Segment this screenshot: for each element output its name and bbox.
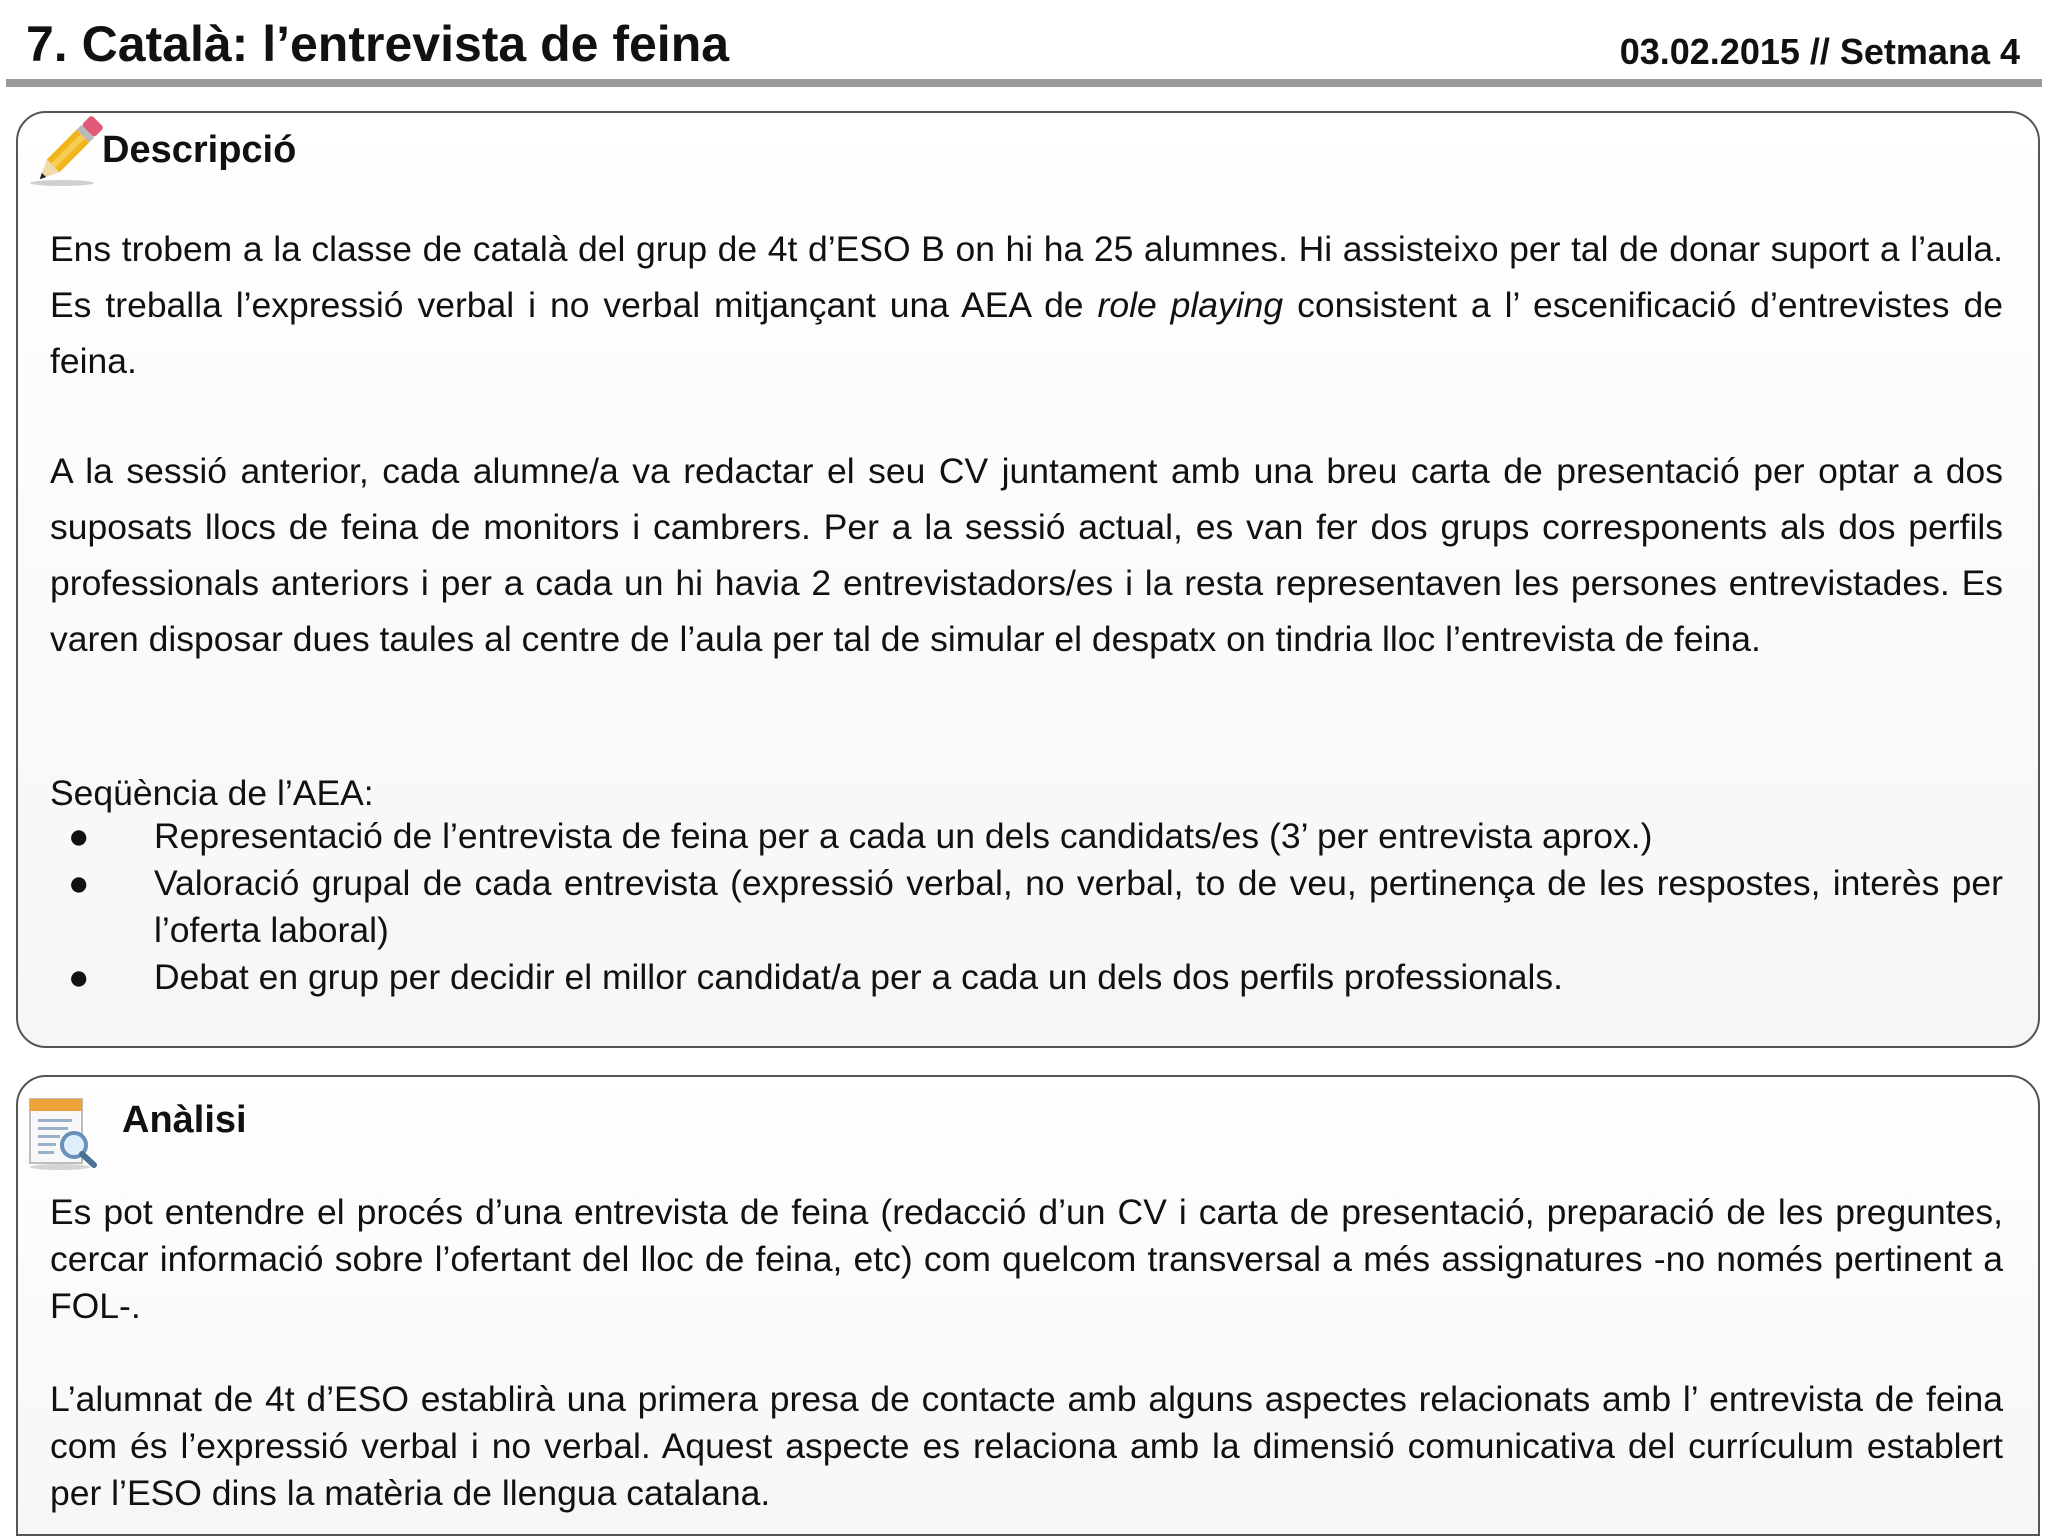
pencil-icon (28, 113, 108, 194)
bullet-icon: ● (68, 816, 90, 856)
list-item: ● Representació de l’entrevista de feina per a cada un dels candidats/es (3’ per entrevista aprox.) (50, 813, 2003, 860)
list-item: ● Valoració grupal de cada entrevista (expressió verbal, no verbal, to de veu, pertinença de les respostes, interès per l’oferta laboral) (50, 860, 2003, 954)
header-divider (6, 79, 2042, 87)
session-date: 03.02.2015 // Setmana 4 (1619, 31, 2020, 72)
sequence-list (50, 813, 2003, 1001)
description-panel (16, 111, 2040, 1048)
analysis-panel (16, 1075, 2040, 1536)
analysis-paragraph-2: L’alumnat de 4t d’ESO establirà una primera presa de contacte amb alguns aspectes relacionats amb l’ entrevista de feina com és l’expressió verbal i no verbal. Aquest aspecte es relaciona amb la dimensió comunicativa del currículum establert per l’ESO dins la matèria de llengua catalana. (50, 1379, 2003, 1513)
analysis-paragraph-1: Es pot entendre el procés d’una entrevista de feina (redacció d’un CV i carta de presentació, preparació de les preguntes, cercar informació sobre l’ofertant del lloc de feina, etc) com quelcom transversal a més assignatures -no només pertinent a FOL-. (50, 1192, 2003, 1326)
description-paragraph-1: Ens trobem a la classe de català del grup de 4t d’ESO B on hi ha 25 alumnes. Hi assisteixo per tal de donar suport a l’aula. Es treballa l’expressió verbal i no verbal mitjançant una AEA de role playing consistent a l’ escenificació d’entrevistes de feina. (50, 229, 2003, 381)
bullet-icon: ● (68, 957, 90, 997)
description-paragraph-2: A la sessió anterior, cada alumne/a va redactar el seu CV juntament amb una breu carta de presentació per optar a dos suposats llocs de feina de monitors i cambrers. Per a la sessió actual, es van fer dos grups corresponents als dos perfils professionals anteriors i per a cada un hi havia 2 entrevistadors/es i la resta representaven les persones entrevistades. Es varen disposar dues taules al centre de l’aula per tal de simular el despatx on tindria lloc l’entrevista de feina. (50, 451, 2003, 659)
document-magnifier-icon (24, 1091, 100, 1176)
bullet-icon: ● (68, 863, 90, 903)
list-item: ● Debat en grup per decidir el millor candidat/a per a cada un dels dos perfils professionals. (50, 954, 2003, 1001)
sequence-label: Seqüència de l’AEA: (50, 773, 374, 813)
page-title: 7. Català: l’entrevista de feina (26, 16, 730, 72)
analysis-title: Anàlisi (122, 1098, 247, 1141)
page-header (0, 0, 2048, 90)
description-title: Descripció (102, 128, 297, 171)
